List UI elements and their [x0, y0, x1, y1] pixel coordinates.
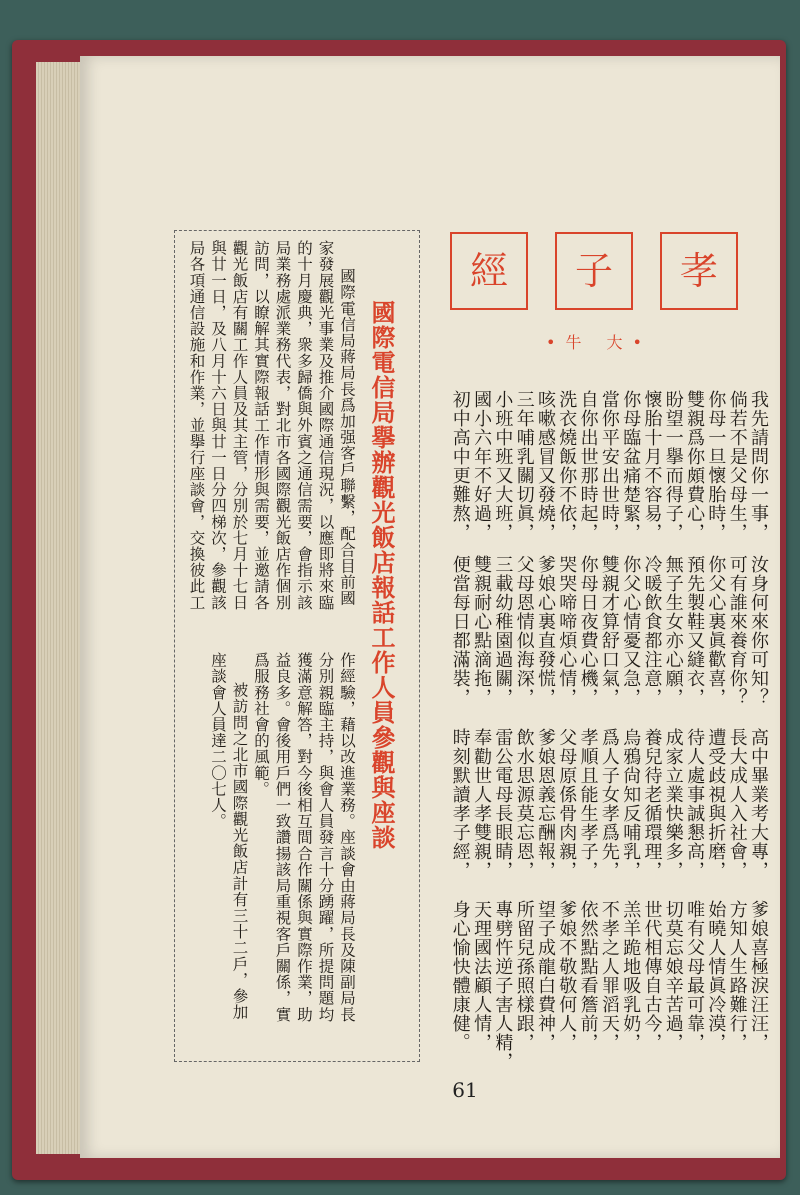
- title-char-box: 經: [450, 232, 528, 310]
- poem-line: 待人處事誠懇高，: [684, 728, 706, 880]
- news-line: 觀光飯店有關工作人員及其主管，分別於七月十七日: [230, 240, 249, 611]
- poem-line: 羔羊跪地吸乳奶，: [620, 900, 642, 1052]
- poem-line: 初中高中更難熬，: [449, 390, 471, 542]
- news-line: 被訪問之北市國際觀光飯店計有三十二戶，參加: [230, 682, 249, 1021]
- news-line: 國際電信局蔣局長爲加强客戶聯繫，配合目前國: [338, 268, 356, 607]
- poem-line: 國小六年不好過，: [471, 390, 493, 542]
- news-line: 分別親臨主持，與會人員發言十分踴躍，所提問題均: [316, 652, 335, 1023]
- news-title: 國際電信局擧辦觀光飯店報話工作人員參觀與座談: [367, 300, 396, 850]
- poem-line: 烏鴉尙知反哺乳，: [620, 728, 642, 880]
- poem-line: 身心愉快體康健。: [449, 900, 471, 1052]
- news-line: 局業務處派業務代表，對北市各國際觀光飯店作個別: [273, 240, 292, 611]
- poem-line: 爹娘喜極淚汪汪，: [748, 900, 769, 1052]
- poem-line: 專劈忤逆子害人精，: [492, 900, 514, 1071]
- poem-line: 你母臨盆痛楚緊，: [620, 390, 642, 542]
- poem-line: 長大成人入社會，: [726, 728, 748, 880]
- poem-line: 奉勸世人孝雙親，: [471, 728, 493, 880]
- title-char-box: 孝: [660, 232, 738, 310]
- poem-line: 盼望一擧而得子，: [662, 390, 684, 542]
- poem-line: 當你平安出世時，: [598, 390, 620, 542]
- poem-line: 依然點點看簷前，: [577, 900, 599, 1052]
- poem-line: 望子成龍白費神，: [535, 900, 556, 1052]
- poem-line: 雙親耐心點滴拖，: [471, 555, 493, 707]
- poem-line: 哭哭啼啼煩心情，: [556, 555, 578, 707]
- poem-line: 倘若不是父母生，: [726, 390, 748, 542]
- poem-line: 可有誰來養育你？: [726, 555, 748, 707]
- poem-line: 不孝之人罪滔天，: [598, 900, 620, 1052]
- poem-line: 雷公電母長眼睛，: [492, 728, 514, 880]
- poem-line: 三年哺乳關切眞，: [513, 390, 535, 542]
- poem-line: 孝順且能生孝子，: [577, 728, 599, 880]
- poem-line: 遭受歧視與折磨，: [705, 728, 727, 880]
- poem-line: 爹娘恩義忘酬報，: [535, 728, 556, 880]
- poem-line: 高中畢業考大專，: [748, 728, 769, 880]
- poem-line: 小班中班又大班，: [492, 390, 514, 542]
- poem-line: 始曉人情眞冷漠，: [705, 900, 727, 1052]
- poem-line: 自你出世那時起，: [577, 390, 599, 542]
- poem-line: 爲人子女孝爲先，: [598, 728, 620, 880]
- news-line: 訪問，以瞭解其實際報話工作情形與需要，並邀請各: [252, 240, 270, 611]
- poem-line: 爹娘心裏直發慌，: [535, 555, 556, 707]
- poem-line: 冷暖飲食都注意，: [641, 555, 663, 707]
- poem-line: 雙親爲你頗費心，: [684, 390, 706, 542]
- poem-line: 便當每日都滿裝，: [449, 555, 471, 707]
- poem-line: 咳嗽感冒又發燒，: [535, 390, 556, 542]
- poem-line: 你母一旦懷胎時，: [705, 390, 727, 542]
- poem-line: 父母恩情似海深，: [513, 555, 535, 707]
- news-line: 局各項通信設施和作業，並擧行座談會，交換彼此工: [187, 240, 206, 611]
- poem-line: 爹娘不敬敬何人，: [556, 900, 578, 1052]
- title-char-box: 子: [555, 232, 633, 310]
- poem-line: 汝身何來你可知？: [748, 555, 769, 707]
- poem-line: 懷胎十月不容易，: [641, 390, 663, 542]
- poem-line: 雙親才算舒口氣，: [598, 555, 620, 707]
- news-line: 益良多。會後用戶們一致讚揚該局重視客戶關係，實: [273, 652, 292, 1023]
- poem-line: 你母日夜費心機，: [577, 555, 599, 707]
- poem-line: 世代相傳自古今，: [641, 900, 663, 1052]
- news-line: 家發展觀光事業及推介國際通信現況，以應即將來臨: [316, 240, 335, 611]
- poem-line: 方知人生路難行，: [726, 900, 748, 1052]
- poem-line: 飲水思源莫忘恩，: [513, 728, 535, 880]
- news-line: 獲滿意解答，對今後相互間合作關係與實際作業，助: [295, 652, 313, 1023]
- poem-line: 所留兒孫照樣跟，: [513, 900, 535, 1052]
- poem-line: 唯有父母最可靠，: [684, 900, 706, 1052]
- poem-line: 三載幼稚園過關，: [492, 555, 514, 707]
- news-line: 座談會人員達二〇七人。: [209, 652, 227, 830]
- poem-line: 你父心情憂又急，: [620, 555, 642, 707]
- poem-line: 切莫忘娘辛苦過，: [662, 900, 684, 1052]
- news-line: 與廿一日，及八月十六日與廿一日分四梯次，參觀該: [209, 240, 227, 611]
- poem-line: 你父心裏眞歡喜，: [705, 555, 727, 707]
- news-line: 作經驗，藉以改進業務。座談會由蔣局長及陳副局長: [338, 652, 356, 1023]
- poem-line: 時刻默讀孝子經，: [449, 728, 471, 880]
- poem-line: 養兒待老循環理，: [641, 728, 663, 880]
- poem-line: 洗衣燒飯你不依，: [556, 390, 578, 542]
- poem-line: 成家立業快樂多，: [662, 728, 684, 880]
- poem-line: 天理國法顧人情，: [471, 900, 493, 1052]
- poem-line: 預先製鞋又縫衣，: [684, 555, 706, 707]
- page-number: 61: [452, 1078, 478, 1102]
- poem-author: •牛 大•: [546, 333, 652, 352]
- news-line: 的十月慶典，衆多歸僑與外賓之通信需要，會指示該: [295, 240, 313, 611]
- poem-line: 父母原係骨肉親，: [556, 728, 578, 880]
- news-line: 爲服務社會的風範。: [252, 652, 270, 797]
- poem-line: 無子生女亦心願，: [662, 555, 684, 707]
- poem-line: 我先請問你一事，: [748, 390, 769, 542]
